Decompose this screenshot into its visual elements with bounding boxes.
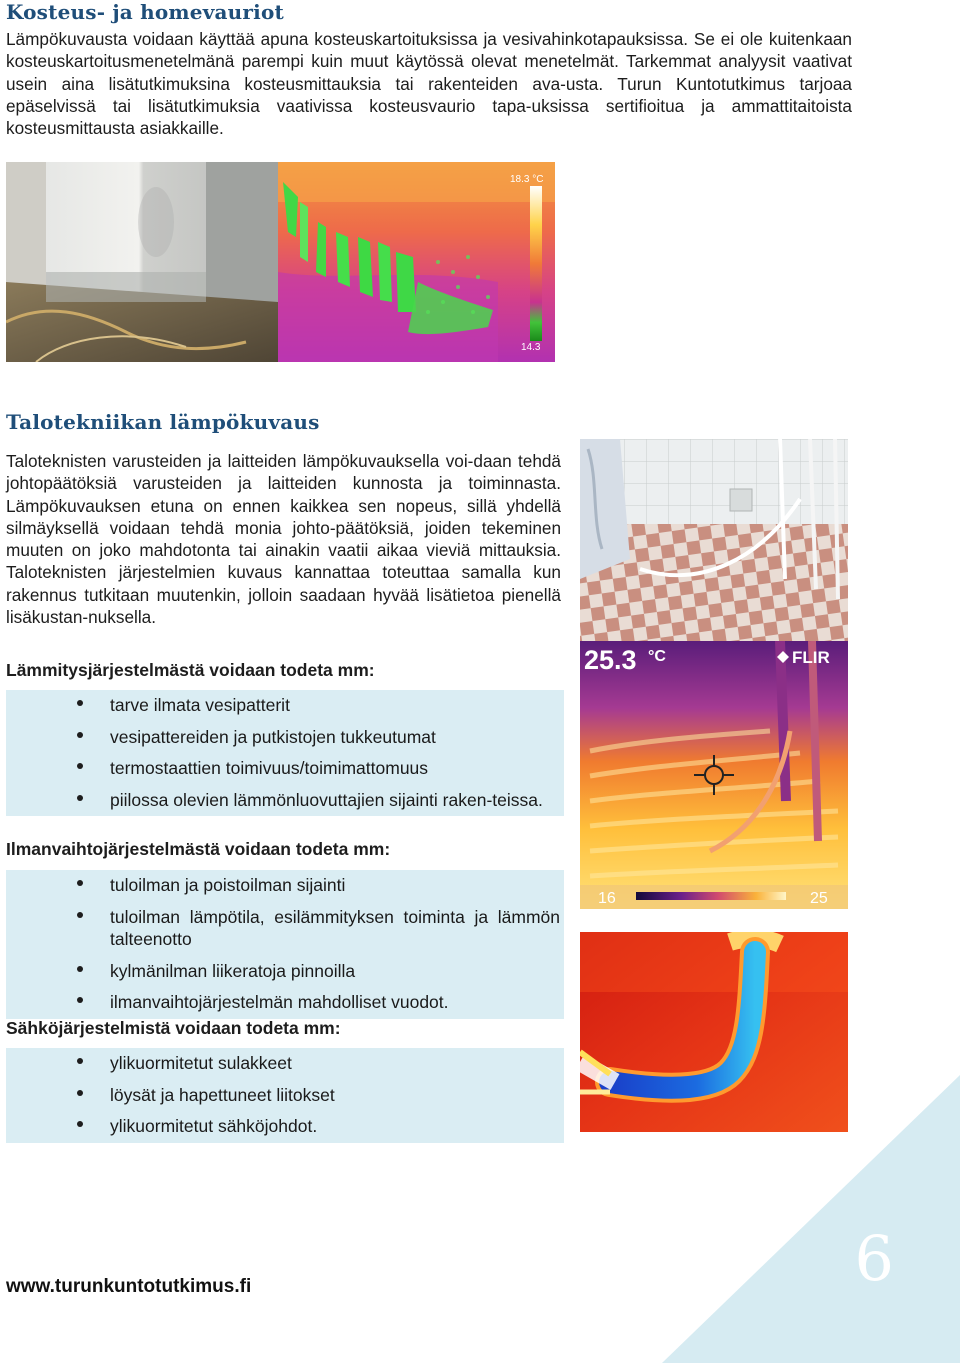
list-item: piilossa olevien lämmönluovuttajien sijainti raken-teissa. — [6, 785, 564, 817]
bullet-icon — [77, 997, 83, 1003]
moisture-thermal-image — [278, 162, 555, 362]
ventilation-list — [6, 870, 564, 1019]
bullet-icon — [77, 1090, 83, 1096]
electrical-list-title: Sähköjärjestelmistä voidaan todeta mm: — [6, 1018, 341, 1038]
ventilation-list-title: Ilmanvaihtojärjestelmästä voidaan todeta mm: — [6, 839, 391, 859]
section-heading-talotekniikka: Talotekniikan lämpökuvaus — [6, 410, 320, 434]
list-item: ylikuormitetut sähköjohdot. — [6, 1111, 564, 1143]
list-item: tarve ilmata vesipatterit — [6, 690, 564, 722]
list-item: ylikuormitetut sulakkeet — [6, 1048, 564, 1080]
list-item: vesipattereiden ja putkistojen tukkeutumat — [6, 722, 564, 754]
list-item: tuloilman lämpötila, esilämmityksen toiminta ja lämmön talteenotto — [6, 902, 564, 956]
website-url[interactable]: www.turunkuntotutkimus.fi — [6, 1276, 252, 1297]
list-item: kylmänilman liikeratoja pinnoilla — [6, 956, 564, 988]
electrical-list — [6, 1048, 564, 1143]
list-item: tuloilman ja poistoilman sijainti — [6, 870, 564, 902]
thermal-temperature-readout: 25.3 — [584, 645, 637, 675]
bullet-icon — [77, 880, 83, 886]
bullet-icon — [77, 763, 83, 769]
list-item: ilmanvaihtojärjestelmän mahdolliset vuodot. — [6, 987, 564, 1019]
bullet-icon — [77, 732, 83, 738]
bullet-icon — [77, 795, 83, 801]
electrical-list-container — [6, 1048, 564, 1143]
paragraph-kosteus: Lämpökuvausta voidaan käyttää apuna kosteuskartoituksissa ja vesivahinkotapauksissa. Se ei ole kuitenkaan kosteuskartoitusmenetelmänä parempi kuin muut käytössä olevat menetelmät. Tarkemmat analyysit vaativat usein aina lisätutkimuksina kosteusmittauksia tai rakenteiden ava-usta. Turun Kuntotutkimus tarjoaa epäselvissä tai lisätutkimuksia vaativissa kosteusvaurio tapa-uksissa sertifioitua ja ammattitaitoista kosteusmittausta asiakkaille. — [6, 29, 852, 139]
ventilation-list-container — [6, 870, 564, 1019]
thermal-scale-min-label: 14.3 — [521, 342, 541, 353]
bullet-icon — [77, 912, 83, 918]
pipe-thermal-image — [580, 932, 848, 1132]
flir-scale-min-label: 16 — [598, 890, 616, 907]
bathroom-floor-photo — [580, 439, 848, 641]
heating-list-title: Lämmitysjärjestelmästä voidaan todeta mm: — [6, 660, 375, 680]
bullet-icon — [77, 700, 83, 706]
heating-list — [6, 690, 564, 816]
list-item: löysät ja hapettuneet liitokset — [6, 1080, 564, 1112]
page-number: 6 — [854, 1222, 894, 1295]
thermal-temperature-unit: °C — [648, 648, 666, 665]
moisture-wall-photo — [6, 162, 278, 362]
list-item: termostaattien toimivuus/toimimattomuus — [6, 753, 564, 785]
paragraph-talotekniikka: Taloteknisten varusteiden ja laitteiden lämpökuvauksella voi-daan tehdä johtopäätöksiä varusteiden ja laitteiden kunnosta ja toiminnasta. Lämpökuvauksen etuna on ennen kaikkea sen nopeus, sillä yhdellä silmäyksellä voidaan tehdä monia johto-päätöksiä, joiden tekeminen muuten on joko mahdotonta tai ainakin vaatii aikaa vieviä mittauksia. Taloteknisten järjestelmien kuvaus kannattaa toteuttaa samalla kun rakennus tutkitaan muutenkin, jolloin saadaan hyvää lisätietoa pienellä lisäkustan-nuksella. — [6, 451, 561, 628]
bullet-icon — [77, 966, 83, 972]
flir-scale-max-label: 25 — [810, 890, 828, 907]
flir-brand-label: FLIR — [792, 648, 830, 667]
bullet-icon — [77, 1058, 83, 1064]
heating-list-container — [6, 690, 564, 816]
thermal-scale-max-label: 18.3 °C — [510, 174, 544, 185]
floor-heating-thermal-image — [580, 641, 848, 909]
section-heading-kosteus: Kosteus- ja homevauriot — [6, 0, 284, 24]
bullet-icon — [77, 1121, 83, 1127]
